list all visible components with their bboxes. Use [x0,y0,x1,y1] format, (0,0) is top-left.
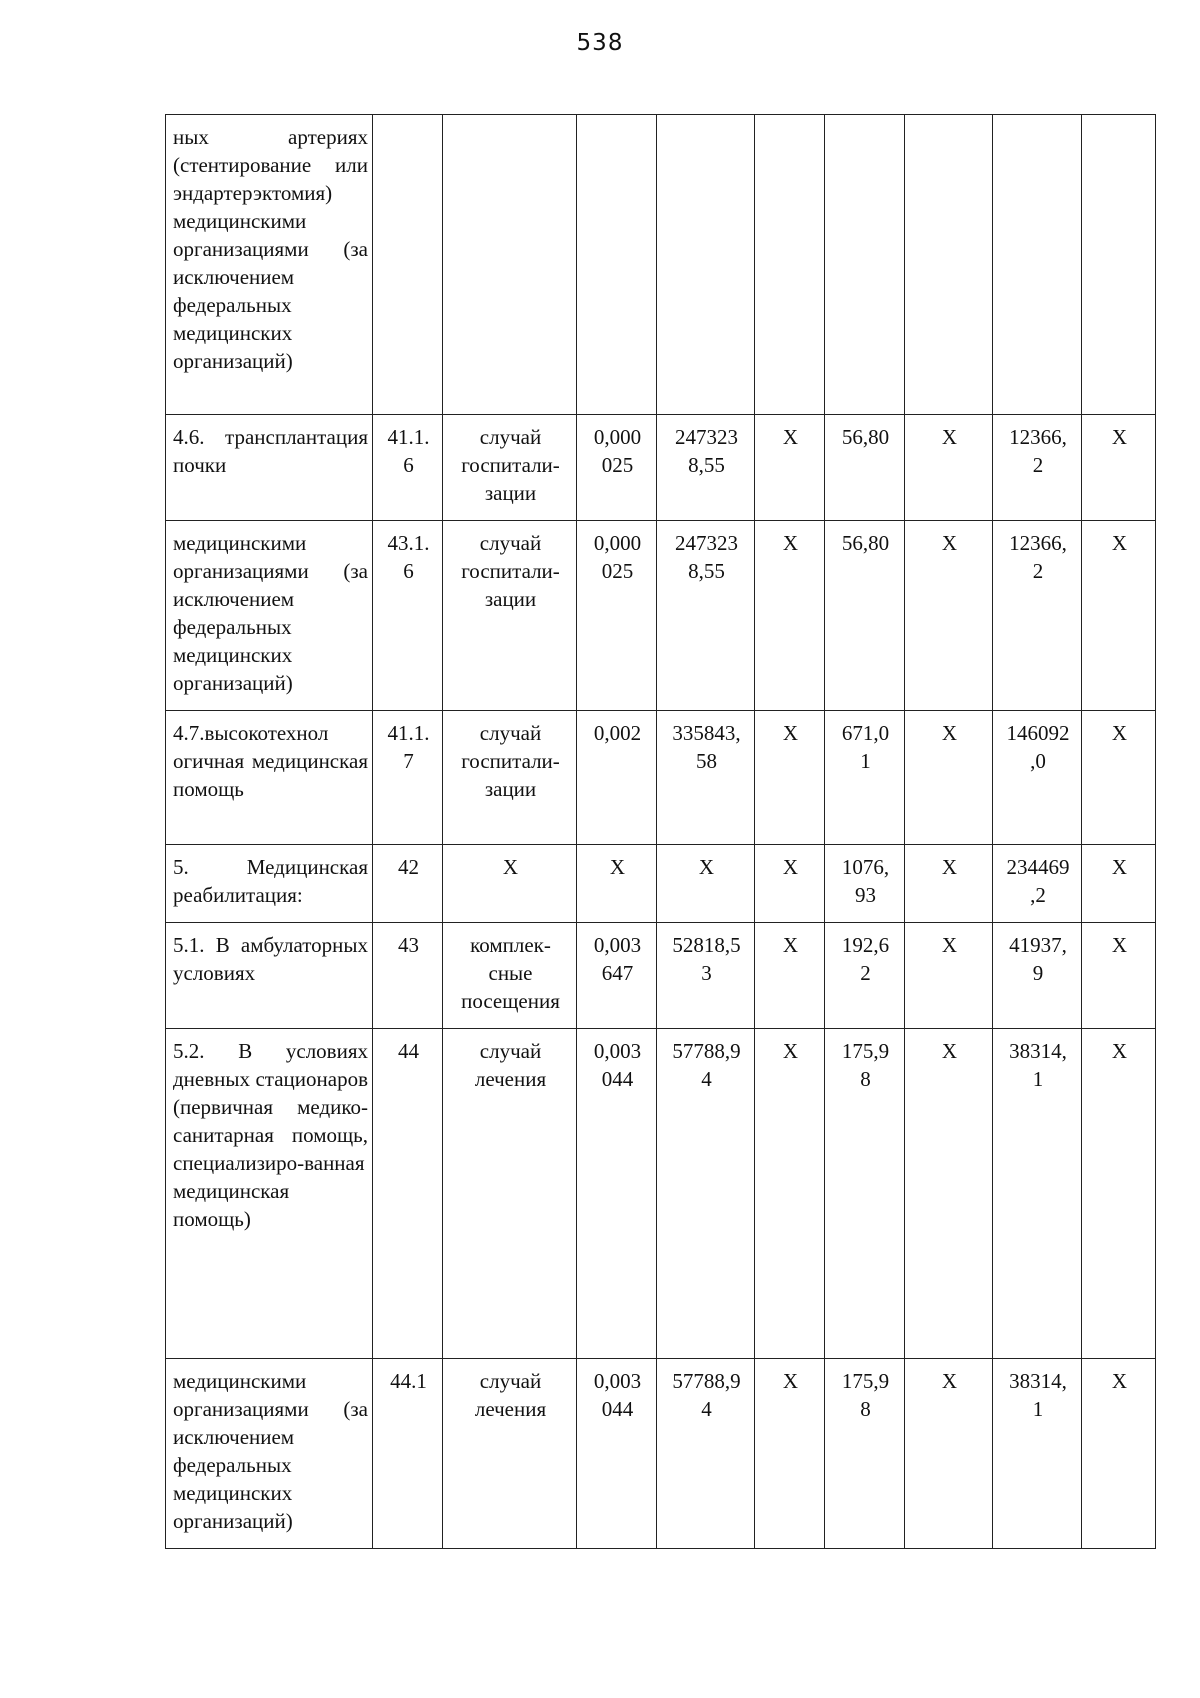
cell-code [373,115,443,415]
cell-cost: 57788,9 4 [657,1029,755,1359]
cell-norm [577,115,657,415]
cell-name: 4.7.высокотехнол огичная медицинская помощь [166,711,373,845]
cell-c6: Х [755,521,825,711]
cell-norm: 0,000 025 [577,521,657,711]
cell-c9: 12366, 2 [993,521,1082,711]
cell-c10: Х [1082,923,1156,1029]
cell-c10: Х [1082,415,1156,521]
cell-c10: Х [1082,1029,1156,1359]
cell-unit [443,115,577,415]
cell-unit: случай госпитали- зации [443,711,577,845]
cell-name: 5.1. В амбулаторных условиях [166,923,373,1029]
cell-c9: 41937, 9 [993,923,1082,1029]
table-row [166,923,1156,1029]
cell-c8: Х [905,415,993,521]
cell-name: 5. Медицинская реабилитация: [166,845,373,923]
table-row [166,845,1156,923]
cell-c8 [905,115,993,415]
cell-norm: 0,002 [577,711,657,845]
cell-unit: случай госпитали- зации [443,415,577,521]
table-row [166,711,1156,845]
table-row [166,115,1156,415]
cell-c7: 175,9 8 [825,1029,905,1359]
cell-name: 4.6. трансплантация почки [166,415,373,521]
cell-norm: 0,003 044 [577,1029,657,1359]
cell-name: медицинскими организациями (за исключением федеральных медицинских организаций) [166,1359,373,1549]
cell-c9: 12366, 2 [993,415,1082,521]
cell-name: 5.2. В условиях дневных стационаров (первичная медико-санитарная помощь, специализиро-ванная медицинская помощь) [166,1029,373,1359]
cell-code: 43 [373,923,443,1029]
cell-code: 44.1 [373,1359,443,1549]
cell-c10: Х [1082,1359,1156,1549]
cell-c7: 1076, 93 [825,845,905,923]
cell-c6: Х [755,923,825,1029]
cell-norm: 0,003 647 [577,923,657,1029]
cell-unit: комплек- сные посещения [443,923,577,1029]
cell-c8: Х [905,711,993,845]
cell-cost: 57788,9 4 [657,1359,755,1549]
cell-norm: 0,003 044 [577,1359,657,1549]
cell-code: 42 [373,845,443,923]
cell-c10: Х [1082,521,1156,711]
cell-c7 [825,115,905,415]
cell-c6: Х [755,415,825,521]
cell-c7: 192,6 2 [825,923,905,1029]
cell-norm: 0,000 025 [577,415,657,521]
cell-c7: 671,0 1 [825,711,905,845]
cell-code: 41.1. 7 [373,711,443,845]
cell-code: 41.1. 6 [373,415,443,521]
cell-c8: Х [905,1029,993,1359]
cell-c7: 175,9 8 [825,1359,905,1549]
cell-name: ных артериях (стентирование или эндартерэктомия) медицинскими организациями (за исключением федеральных медицинских организаций) [166,115,373,415]
cell-code: 44 [373,1029,443,1359]
cell-c8: Х [905,1359,993,1549]
cell-name: медицинскими организациями (за исключением федеральных медицинских организаций) [166,521,373,711]
table-row [166,1359,1156,1549]
cell-c10: Х [1082,711,1156,845]
cell-cost: 52818,5 3 [657,923,755,1029]
cell-cost: 335843, 58 [657,711,755,845]
cell-c7: 56,80 [825,521,905,711]
cell-c7: 56,80 [825,415,905,521]
table-row [166,1029,1156,1359]
table-row [166,415,1156,521]
cell-c6: Х [755,845,825,923]
table-row [166,521,1156,711]
cell-c9: 38314, 1 [993,1029,1082,1359]
cell-cost [657,115,755,415]
cell-cost: 247323 8,55 [657,521,755,711]
cell-c10 [1082,115,1156,415]
cell-cost: Х [657,845,755,923]
cell-cost: 247323 8,55 [657,415,755,521]
cell-unit: случай лечения [443,1359,577,1549]
cell-c8: Х [905,521,993,711]
page-number: 538 [576,30,624,56]
financing-table [165,114,1156,1549]
cell-unit: случай лечения [443,1029,577,1359]
cell-c6: Х [755,1029,825,1359]
cell-c8: Х [905,845,993,923]
cell-norm: Х [577,845,657,923]
cell-c10: Х [1082,845,1156,923]
cell-unit: Х [443,845,577,923]
cell-c9: 38314, 1 [993,1359,1082,1549]
table-body [166,115,1156,1549]
cell-c9: 234469 ,2 [993,845,1082,923]
cell-c9 [993,115,1082,415]
cell-c6 [755,115,825,415]
cell-c6: Х [755,1359,825,1549]
cell-code: 43.1. 6 [373,521,443,711]
cell-c9: 146092 ,0 [993,711,1082,845]
cell-unit: случай госпитали- зации [443,521,577,711]
cell-c8: Х [905,923,993,1029]
cell-c6: Х [755,711,825,845]
